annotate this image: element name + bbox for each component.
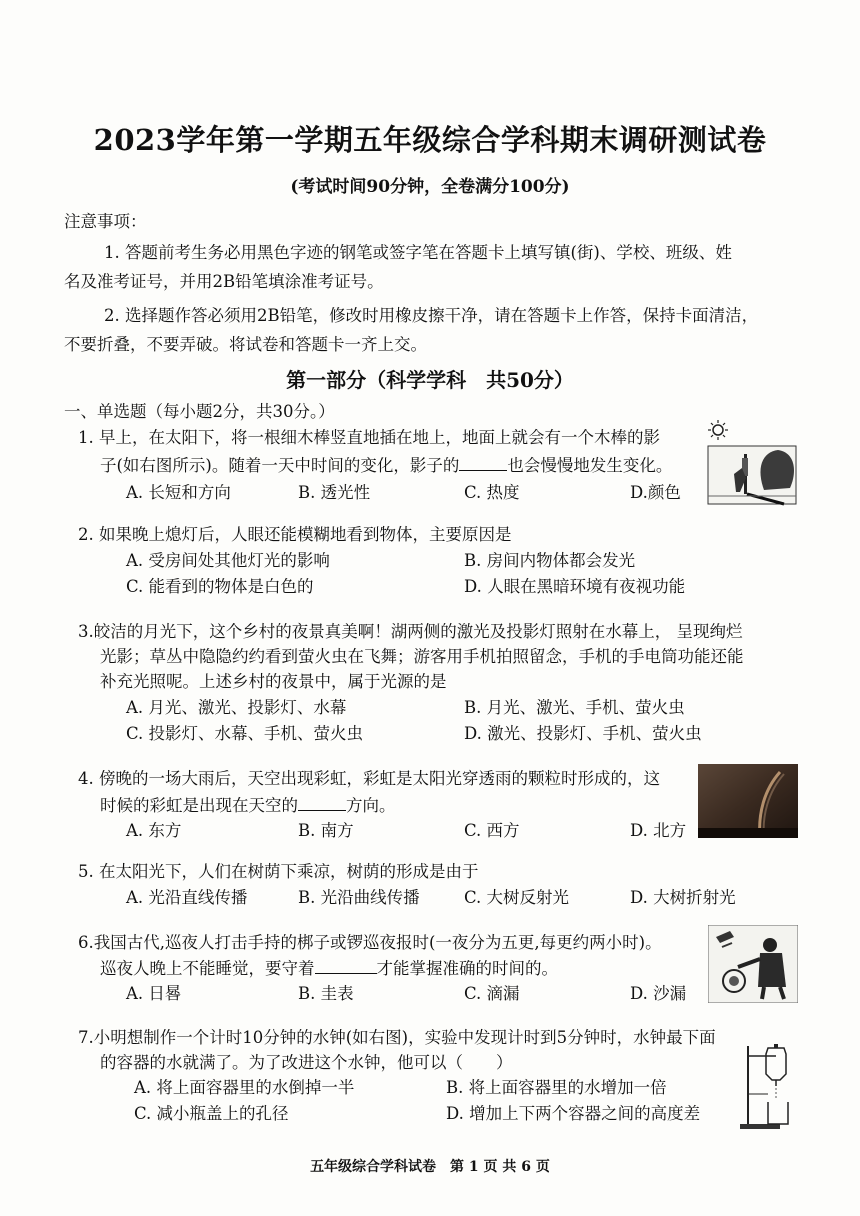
question-5-option-a: A. 光沿直线传播: [126, 888, 248, 907]
question-4-line-1: 4. 傍晚的一场大雨后，天空出现彩虹，彩虹是太阳光穿透雨的颗粒时形成的，这: [78, 769, 660, 788]
answer-blank: [459, 456, 507, 471]
notes-heading: 注意事项：: [64, 212, 147, 231]
question-6-option-c: C. 滴漏: [464, 984, 520, 1003]
question-1-line-2: [100, 452, 672, 476]
exam-subtitle: (考试时间90分钟，全卷满分100分): [290, 177, 570, 197]
question-3-line-3: 补充光照呢。上述乡村的夜景中，属于光源的是: [100, 672, 447, 691]
question-3-option-a: A. 月光、激光、投影灯、水幕: [126, 698, 347, 717]
note-2-line-2: 不要折叠，不要弄破。将试卷和答题卡一齐上交。: [64, 335, 427, 354]
question-1-text-post: 也会慢慢地发生变化。: [507, 456, 673, 475]
question-6-text-pre: 巡夜人晚上不能睡觉，要守着: [100, 959, 315, 978]
question-7-option-a: A. 将上面容器里的水倒掉一半: [134, 1078, 355, 1097]
question-5-line-1: 5. 在太阳光下，人们在树荫下乘凉，树荫的形成是由于: [78, 862, 479, 881]
answer-blank: [315, 959, 377, 974]
question-6-line-2: [100, 955, 558, 979]
night-watchman-illustration: [708, 925, 798, 1003]
section-1-title: 一、单选题（每小题2分，共30分。）: [64, 402, 335, 421]
question-4-option-d: D. 北方: [630, 821, 687, 840]
answer-blank: [298, 796, 346, 811]
question-4-option-a: A. 东方: [126, 821, 182, 840]
page-footer: 五年级综合学科试卷 第 1 页 共 6 页: [310, 1159, 550, 1175]
question-5-option-c: C. 大树反射光: [464, 888, 570, 907]
question-1-option-c: C. 热度: [464, 483, 520, 502]
question-4-line-2: [100, 792, 396, 816]
question-7-option-b: B. 将上面容器里的水增加一倍: [446, 1078, 667, 1097]
shadow-stick-illustration: [704, 418, 800, 506]
question-7-option-d: D. 增加上下两个容器之间的高度差: [446, 1104, 701, 1123]
question-3-option-c: C. 投影灯、水幕、手机、萤火虫: [126, 724, 364, 743]
question-2-line-1: 2. 如果晚上熄灯后，人眼还能模糊地看到物体，主要原因是: [78, 525, 512, 544]
note-2-line-1: 2. 选择题作答必须用2B铅笔，修改时用橡皮擦干净，请在答题卡上作答，保持卡面清洁，: [104, 306, 759, 325]
question-3-line-2: 光影；草丛中隐隐约约看到萤火虫在飞舞；游客用手机拍照留念，手机的手电筒功能还能: [100, 647, 744, 666]
question-3-option-d: D. 激光、投影灯、手机、萤火虫: [464, 724, 702, 743]
question-3-line-1: 3.皎洁的月光下，这个乡村的夜景真美啊！湖两侧的激光及投影灯照射在水幕上， 呈现绚烂: [78, 622, 743, 641]
question-5-option-b: B. 光沿曲线传播: [298, 888, 420, 907]
question-7-line-1: 7.小明想制作一个计时10分钟的水钟(如右图)，实验中发现计时到5分钟时，水钟最下面: [78, 1028, 716, 1047]
exam-title: 2023学年第一学期五年级综合学科期末调研测试卷: [93, 123, 767, 157]
question-6-option-d: D. 沙漏: [630, 984, 687, 1003]
question-1-option-d: D.颜色: [630, 483, 681, 502]
question-7-line-2: 的容器的水就满了。为了改进这个水钟，他可以（ ）: [100, 1053, 513, 1072]
question-2-option-c: C. 能看到的物体是白色的: [126, 577, 314, 596]
question-1-option-a: A. 长短和方向: [126, 483, 231, 502]
question-1-text-pre: 子(如右图所示)。随着一天中时间的变化，影子的: [100, 456, 460, 475]
question-3-option-b: B. 月光、激光、手机、萤火虫: [464, 698, 685, 717]
question-2-option-d: D. 人眼在黑暗环境有夜视功能: [464, 577, 686, 596]
question-5-option-d: D. 大树折射光: [630, 888, 736, 907]
note-1-line-1: 1. 答题前考生务必用黑色字迹的钢笔或签字笔在答题卡上填写镇(街)、学校、班级、姓: [104, 243, 732, 262]
question-6-text-post: 才能掌握准确的时间的。: [376, 959, 558, 978]
question-7-option-c: C. 减小瓶盖上的孔径: [134, 1104, 289, 1123]
rainbow-photo: [698, 764, 798, 838]
question-2-option-a: A. 受房间处其他灯光的影响: [126, 551, 330, 570]
note-1-line-2: 名及准考证号，并用2B铅笔填涂准考证号。: [64, 272, 384, 291]
question-4-option-b: B. 南方: [298, 821, 354, 840]
question-1-line-1: 1. 早上，在太阳下，将一根细木棒竖直地插在地上，地面上就会有一个木棒的影: [78, 428, 660, 447]
question-6-option-a: A. 日晷: [126, 984, 182, 1003]
water-clock-illustration: [738, 1040, 804, 1132]
question-6-option-b: B. 圭表: [298, 984, 354, 1003]
question-2-option-b: B. 房间内物体都会发光: [464, 551, 636, 570]
part-1-title: 第一部分（科学学科 共50分）: [286, 368, 574, 392]
question-4-option-c: C. 西方: [464, 821, 520, 840]
question-4-text-pre: 时候的彩虹是出现在天空的: [100, 796, 298, 815]
question-6-line-1: 6.我国古代,巡夜人打击手持的梆子或锣巡夜报时(一夜分为五更,每更约两小时)。: [78, 933, 662, 952]
question-1-option-b: B. 透光性: [298, 483, 371, 502]
question-4-text-post: 方向。: [346, 796, 396, 815]
